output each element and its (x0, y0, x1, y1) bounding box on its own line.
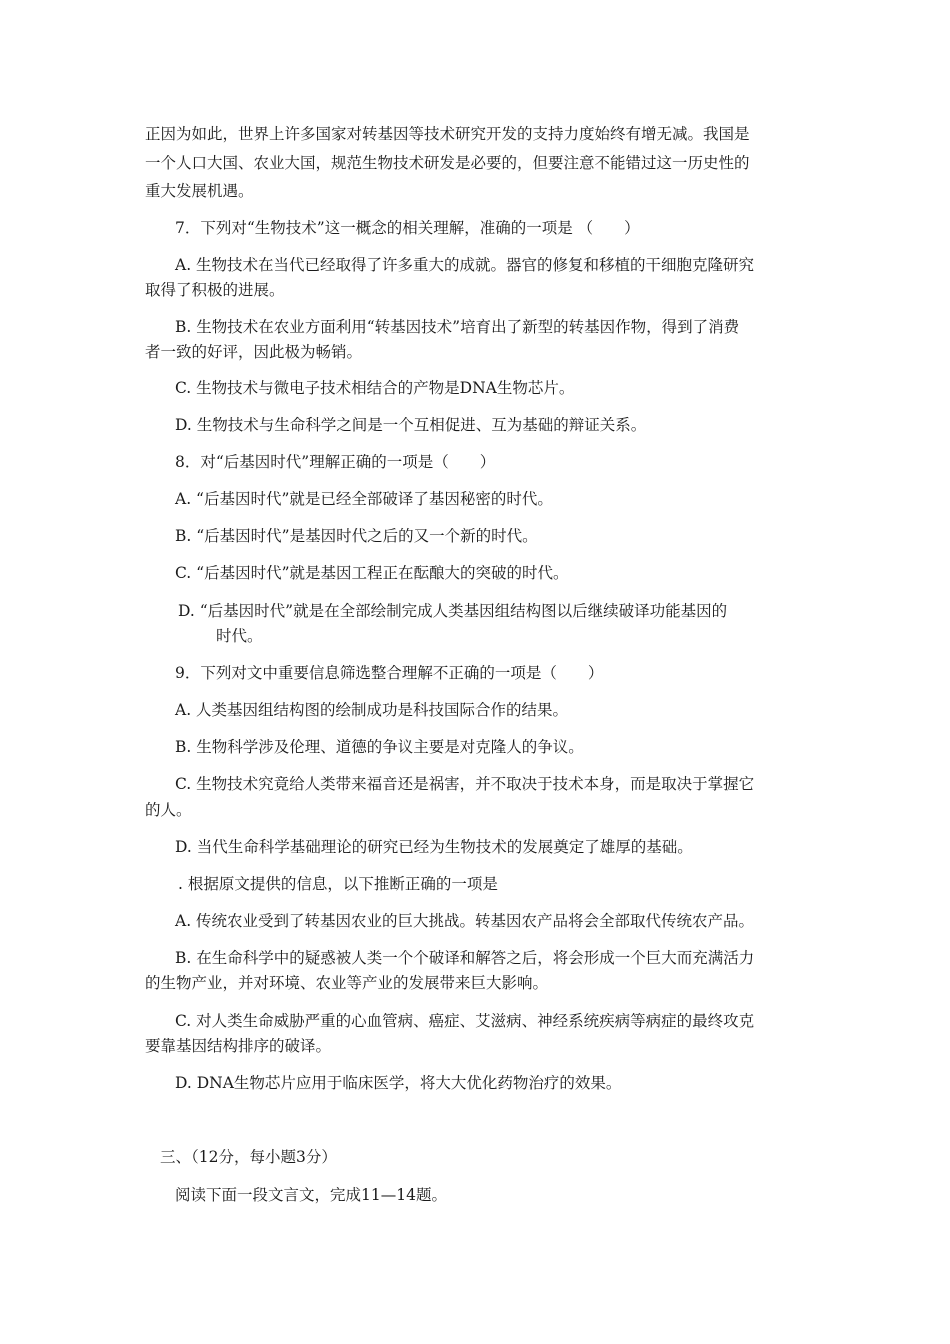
q8-option-d-line-1: D. “后基因时代”就是在全部绘制完成人类基因组结构图以后继续破译功能基因的 (178, 602, 728, 620)
q10-option-d: D. DNA生物芯片应用于临床医学，将大大优化药物治疗的效果。 (175, 1074, 622, 1092)
q8-option-c: C. “后基因时代”就是基因工程正在酝酿大的突破的时代。 (175, 564, 569, 582)
q9-option-c-line-2: 的人。 (145, 801, 192, 819)
intro-line-2: 一个人口大国、农业大国，规范生物技术研发是必要的，但要注意不能错过这一历史性的 (145, 154, 750, 172)
q8-option-d-line-2: 时代。 (216, 627, 263, 645)
q7-option-a-line-1: A. 生物技术在当代已经取得了许多重大的成就。器官的修复和移植的干细胞克隆研究 (175, 256, 755, 274)
intro-line-1: 正因为如此，世界上许多国家对转基因等技术研究开发的支持力度始终有增无减。我国是 (145, 125, 750, 143)
section-3-instruction: 阅读下面一段文言文，完成11—14题。 (175, 1186, 447, 1204)
q10-option-c-line-1: C. 对人类生命威胁严重的心血管病、癌症、艾滋病、神经系统疾病等病症的最终攻克 (175, 1012, 755, 1030)
q10-option-a: A. 传统农业受到了转基因农业的巨大挑战。转基因农产品将会全部取代传统农产品。 (175, 912, 755, 930)
section-3-heading: 三、（12分，每小题3分） (160, 1148, 337, 1166)
q7-stem: 7．下列对“生物技术”这一概念的相关理解，准确的一项是 （ ） (175, 219, 640, 237)
q7-option-b-line-2: 者一致的好评，因此极为畅销。 (145, 343, 363, 361)
q7-option-a-line-2: 取得了积极的进展。 (145, 281, 285, 299)
q8-option-b: B. “后基因时代”是基因时代之后的又一个新的时代。 (175, 527, 538, 545)
q9-option-b: B. 生物科学涉及伦理、道德的争议主要是对克隆人的争议。 (175, 738, 584, 756)
intro-line-3: 重大发展机遇。 (145, 182, 254, 200)
q10-option-c-line-2: 要靠基因结构排序的破译。 (145, 1037, 332, 1055)
q10-option-b-line-2: 的生物产业，并对环境、农业等产业的发展带来巨大影响。 (145, 974, 549, 992)
q9-stem: 9．下列对文中重要信息筛选整合理解不正确的一项是（ ） (175, 664, 604, 682)
q7-option-d: D. 生物技术与生命科学之间是一个互相促进、互为基础的辩证关系。 (175, 416, 647, 434)
q10-stem: . 根据原文提供的信息，以下推断正确的一项是 (178, 875, 498, 893)
q8-stem: 8．对“后基因时代”理解正确的一项是（ ） (175, 453, 496, 471)
q10-option-b-line-1: B. 在生命科学中的疑惑被人类一个个破译和解答之后，将会形成一个巨大而充满活力 (175, 949, 755, 967)
q7-option-b-line-1: B. 生物技术在农业方面利用“转基因技术”培育出了新型的转基因作物，得到了消费 (175, 318, 740, 336)
q9-option-d: D. 当代生命科学基础理论的研究已经为生物技术的发展奠定了雄厚的基础。 (175, 838, 693, 856)
q8-option-a: A. “后基因时代”就是已经全部破译了基因秘密的时代。 (175, 490, 553, 508)
q7-option-c: C. 生物技术与微电子技术相结合的产物是DNA生物芯片。 (175, 379, 575, 397)
q9-option-c-line-1: C. 生物技术究竟给人类带来福音还是祸害，并不取决于技术本身，而是取决于掌握它 (175, 775, 755, 793)
q9-option-a: A. 人类基因组结构图的绘制成功是科技国际合作的结果。 (175, 701, 569, 719)
